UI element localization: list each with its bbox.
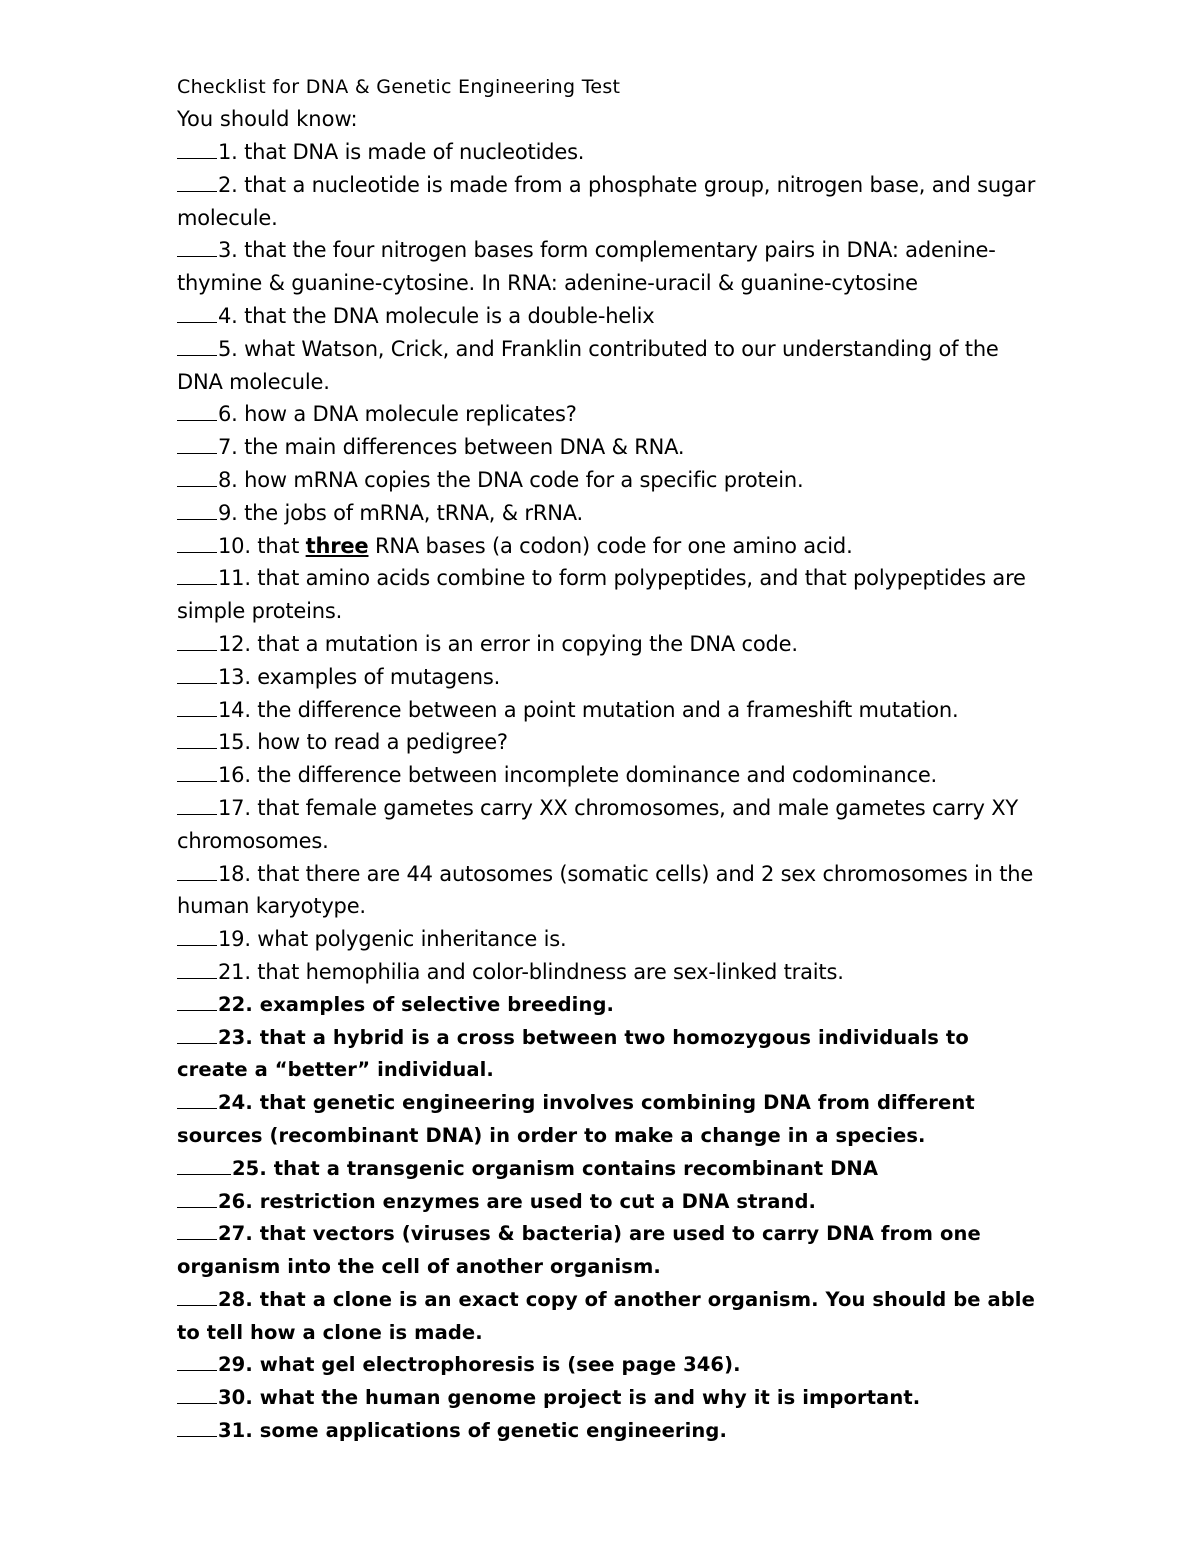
- item-text: that female gametes carry XX chromosomes, and male gametes carry XY chromosomes.: [177, 795, 1019, 853]
- item-text: that the four nitrogen bases form complementary pairs in DNA: adenine-thymine & guanine-cytosine. In RNA: adenine-uracil & guanine-cytosine: [177, 238, 996, 296]
- item-text: that DNA is made of nucleotides.: [244, 140, 585, 164]
- item-text: how a DNA molecule replicates?: [244, 402, 577, 427]
- checklist-item-15: [177, 726, 1037, 759]
- item-number: 3.: [218, 238, 238, 263]
- item-text: how to read a pedigree?: [257, 730, 508, 755]
- check-blank[interactable]: [177, 238, 217, 257]
- item-text: that a nucleotide is made from a phosphate group, nitrogen base, and sugar molecule.: [177, 172, 1036, 230]
- checklist-item-11: [177, 562, 1037, 628]
- checklist-item-12: [177, 628, 1037, 661]
- item-text: what the human genome project is and why it is important.: [259, 1386, 921, 1410]
- check-blank[interactable]: [177, 435, 217, 454]
- checklist-item-14: [177, 694, 1037, 727]
- checklist-item-17: [177, 792, 1037, 858]
- checklist-item-19: [177, 923, 1037, 956]
- checklist-item-25: [177, 1153, 1037, 1186]
- item-number: 11.: [218, 566, 251, 591]
- check-blank[interactable]: [177, 1189, 217, 1208]
- checklist-item-8: [177, 464, 1037, 497]
- item-text: that hemophilia and color-blindness are sex-linked traits.: [257, 959, 844, 984]
- item-number: 6.: [218, 402, 238, 427]
- item-text: that genetic engineering involves combining DNA from different sources (recombinant DNA) in order to make a change in a species.: [177, 1091, 975, 1147]
- item-emphasis: three: [305, 533, 369, 558]
- item-number: 21.: [218, 959, 251, 984]
- check-blank[interactable]: [177, 304, 217, 323]
- item-number: 14.: [218, 697, 251, 722]
- intro-text: You should know:: [177, 107, 358, 131]
- check-blank[interactable]: [177, 566, 217, 585]
- item-text: the difference between a point mutation and a frameshift mutation.: [257, 697, 959, 722]
- check-blank[interactable]: [177, 960, 217, 979]
- item-text: the jobs of mRNA, tRNA, & rRNA.: [244, 500, 583, 525]
- check-blank[interactable]: [177, 1156, 231, 1175]
- check-blank[interactable]: [177, 698, 217, 717]
- check-blank[interactable]: [177, 173, 217, 192]
- checklist-item-6: [177, 398, 1037, 431]
- check-blank[interactable]: [177, 1025, 217, 1044]
- item-text: what Watson, Crick, and Franklin contributed to our understanding of the DNA molecule.: [177, 336, 999, 394]
- item-number: 15.: [218, 730, 251, 755]
- checklist-item-9: [177, 497, 1037, 530]
- checklist-item-29: [177, 1349, 1037, 1382]
- item-number: 18.: [218, 861, 251, 886]
- check-blank[interactable]: [177, 402, 217, 421]
- check-blank[interactable]: [177, 927, 217, 946]
- checklist-item-26: [177, 1186, 1037, 1219]
- check-blank[interactable]: [177, 665, 217, 684]
- check-blank[interactable]: [177, 140, 217, 159]
- item-number: 1.: [218, 140, 238, 164]
- item-number: 23.: [218, 1025, 253, 1049]
- item-number: 12.: [218, 631, 251, 656]
- item-text: restriction enzymes are used to cut a DNA strand.: [259, 1189, 817, 1213]
- checklist-item-31: [177, 1415, 1037, 1448]
- item-text: that a hybrid is a cross between two homozygous individuals to create a “better” individual.: [177, 1025, 969, 1082]
- check-blank[interactable]: [177, 501, 217, 520]
- check-blank[interactable]: [177, 1385, 217, 1404]
- checklist-item-28: [177, 1284, 1037, 1350]
- item-number: 16.: [218, 763, 251, 788]
- item-number: 13.: [218, 664, 251, 689]
- check-blank[interactable]: [177, 1352, 217, 1371]
- item-number: 28.: [218, 1287, 253, 1311]
- checklist-item-4: [177, 300, 1037, 333]
- item-text: the difference between incomplete dominance and codominance.: [257, 763, 938, 788]
- item-text-before: that: [257, 533, 300, 558]
- item-text: how mRNA copies the DNA code for a specific protein.: [244, 467, 804, 492]
- check-blank[interactable]: [177, 632, 217, 651]
- checklist-item-27: [177, 1218, 1037, 1284]
- item-text: that a clone is an exact copy of another organism. You should be able to tell how a clone is made.: [177, 1287, 1035, 1344]
- checklist-item-5: [177, 333, 1037, 399]
- item-number: 31.: [218, 1419, 253, 1443]
- item-text: that there are 44 autosomes (somatic cells) and 2 sex chromosomes in the human karyotype.: [177, 861, 1034, 919]
- item-number: 8.: [218, 467, 238, 492]
- item-text: examples of selective breeding.: [259, 992, 615, 1016]
- check-blank[interactable]: [177, 796, 217, 815]
- item-text: some applications of genetic engineering.: [259, 1419, 727, 1443]
- item-number: 19.: [218, 927, 251, 952]
- item-number: 2.: [218, 172, 238, 197]
- check-blank[interactable]: [177, 1221, 217, 1240]
- checklist-item-30: [177, 1382, 1037, 1415]
- item-text: that a mutation is an error in copying the DNA code.: [257, 631, 798, 656]
- check-blank[interactable]: [177, 534, 217, 553]
- item-number: 22.: [218, 992, 253, 1016]
- check-blank[interactable]: [177, 468, 217, 487]
- item-number: 7.: [218, 435, 238, 460]
- checklist-item-21: [177, 956, 1037, 989]
- checklist-item-18: [177, 858, 1037, 924]
- item-number: 29.: [218, 1353, 253, 1377]
- item-number: 4.: [218, 303, 238, 328]
- item-number: 25.: [232, 1156, 267, 1180]
- checklist-item-16: [177, 759, 1037, 792]
- item-number: 24.: [218, 1091, 253, 1115]
- item-number: 26.: [218, 1189, 253, 1213]
- item-text: that amino acids combine to form polypeptides, and that polypeptides are simple proteins.: [177, 566, 1026, 624]
- check-blank[interactable]: [177, 1090, 217, 1109]
- check-blank[interactable]: [177, 763, 217, 782]
- checklist-item-24: [177, 1087, 1037, 1153]
- item-number: 27.: [218, 1222, 253, 1246]
- item-text-after: RNA bases (a codon) code for one amino acid.: [374, 533, 853, 558]
- page-title: Checklist for DNA & Genetic Engineering Test: [177, 76, 621, 98]
- item-text: that the DNA molecule is a double-helix: [244, 303, 655, 328]
- item-text: the main differences between DNA & RNA.: [244, 435, 685, 460]
- checklist-item-23: [177, 1022, 1037, 1088]
- item-number: 10.: [218, 533, 251, 558]
- checklist-item-1: [177, 136, 1037, 169]
- item-text: what polygenic inheritance is.: [257, 927, 567, 952]
- item-text: examples of mutagens.: [257, 664, 501, 689]
- check-blank[interactable]: [177, 862, 217, 881]
- item-number: 30.: [218, 1386, 253, 1410]
- check-blank[interactable]: [177, 992, 217, 1011]
- checklist-item-2: [177, 169, 1037, 235]
- item-text: that a transgenic organism contains recombinant DNA: [273, 1156, 879, 1180]
- checklist-item-7: [177, 431, 1037, 464]
- check-blank[interactable]: [177, 1418, 217, 1437]
- checklist-page: [177, 72, 1037, 1448]
- item-number: 9.: [218, 500, 238, 525]
- checklist-item-10: [177, 530, 1037, 563]
- item-text: what gel electrophoresis is (see page 346).: [259, 1353, 741, 1377]
- item-number: 17.: [218, 795, 251, 820]
- checklist-item-22: [177, 989, 1037, 1022]
- item-number: 5.: [218, 336, 238, 361]
- check-blank[interactable]: [177, 730, 217, 749]
- check-blank[interactable]: [177, 1287, 217, 1306]
- checklist-item-3: [177, 234, 1037, 300]
- item-text: that vectors (viruses & bacteria) are used to carry DNA from one organism into the cell of another organism.: [177, 1222, 981, 1279]
- check-blank[interactable]: [177, 337, 217, 356]
- checklist-item-13: [177, 661, 1037, 694]
